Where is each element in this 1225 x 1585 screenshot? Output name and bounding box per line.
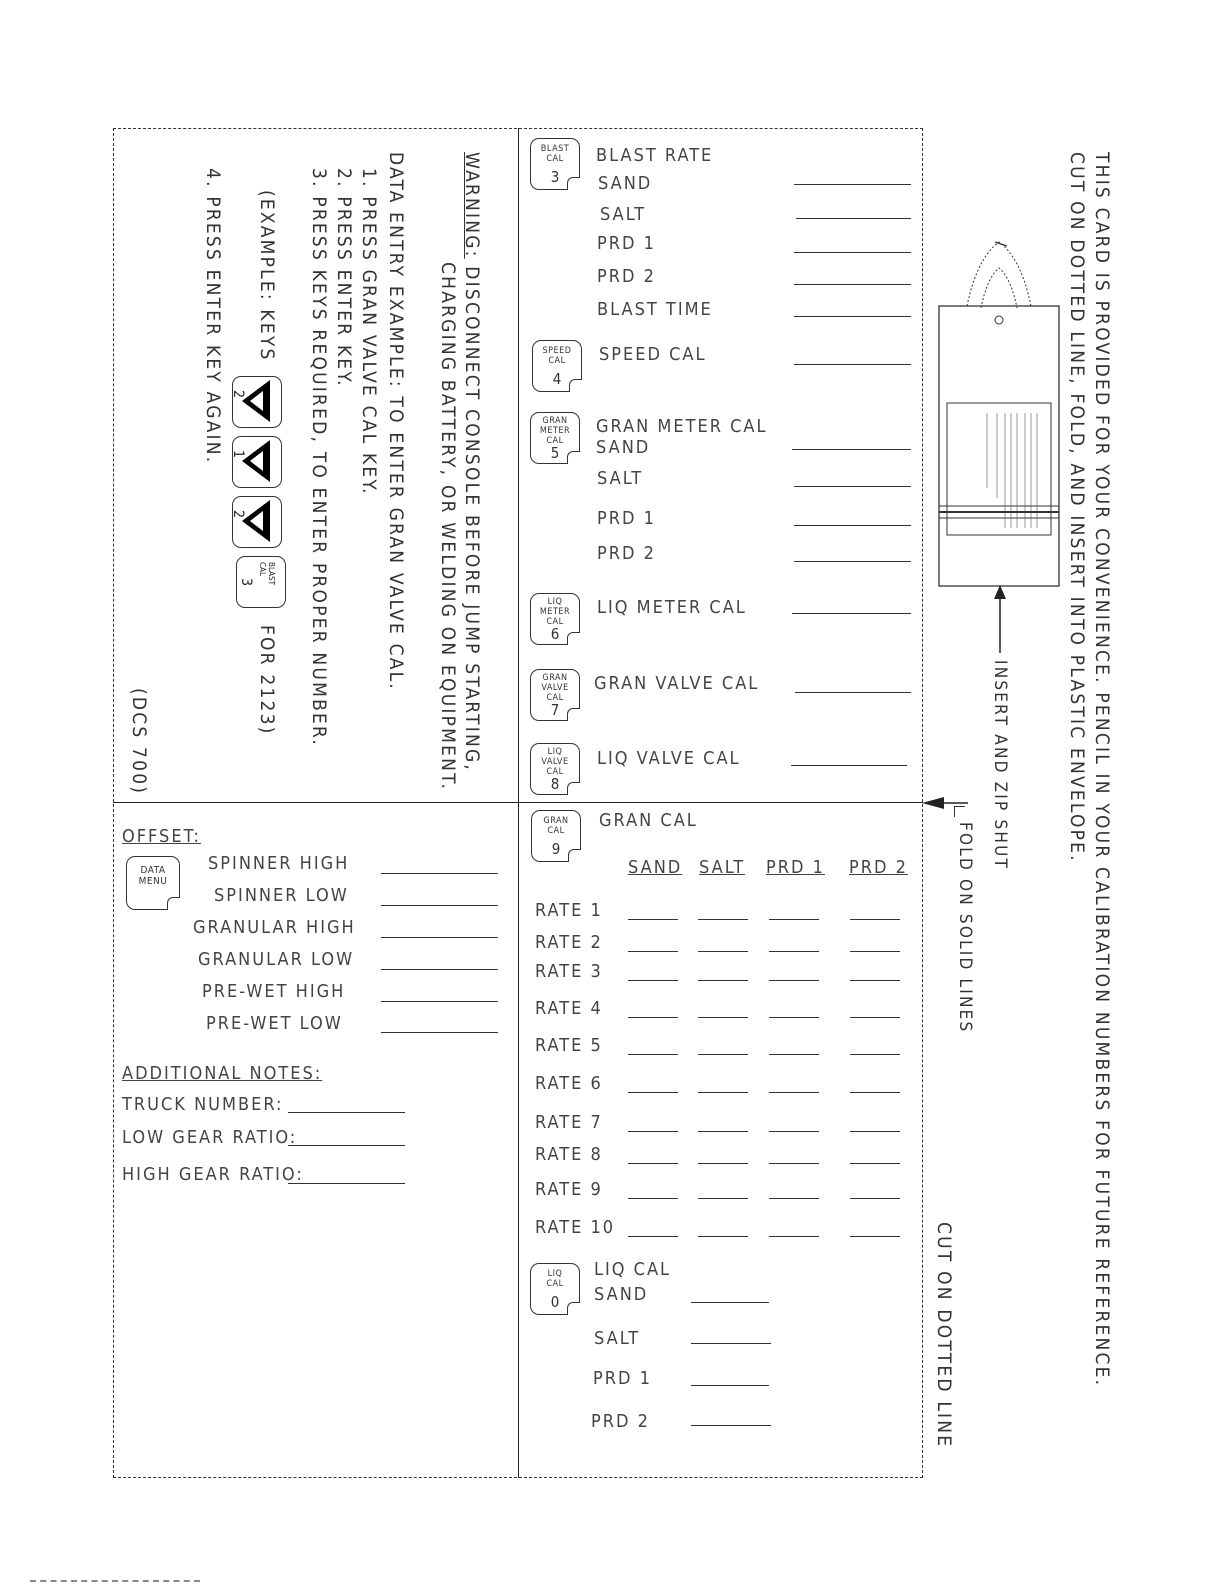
example-key-digit: 2 — [230, 389, 247, 399]
liq-cal-prd2-field[interactable] — [691, 1425, 771, 1426]
gran-rate-field[interactable] — [850, 980, 900, 981]
liq-meter-cal-field[interactable] — [792, 613, 911, 614]
gran-rate-label: RATE 5 — [535, 1035, 603, 1056]
offset-spinner-high-field[interactable] — [381, 873, 498, 874]
gran-cal-title: GRAN CAL — [599, 810, 698, 831]
speed-cal-field[interactable] — [794, 364, 911, 365]
key-label: LIQ METER CAL — [539, 597, 571, 627]
key-number: 3 — [550, 168, 560, 186]
offset-spinner-low-label: SPINNER LOW — [214, 885, 349, 906]
gran-rate-field[interactable] — [769, 1017, 819, 1018]
gran-rate-label: RATE 10 — [535, 1217, 616, 1238]
key-label: GRAN CAL — [543, 816, 569, 836]
blast-prd2-field[interactable] — [794, 284, 911, 285]
gran-rate-field[interactable] — [628, 1131, 678, 1132]
example-key-digit: 3 — [238, 577, 255, 587]
example-key-digit: 1 — [230, 449, 247, 459]
gran-rate-field[interactable] — [769, 980, 819, 981]
blast-prd1-field[interactable] — [794, 252, 911, 253]
insert-instruction: INSERT AND ZIP SHUT — [990, 660, 1010, 871]
gran-rate-field[interactable] — [850, 1092, 900, 1093]
key-number: 7 — [550, 701, 560, 719]
enter-arrow-icon — [232, 496, 282, 548]
gran-col-prd2: PRD 2 — [849, 857, 908, 878]
warning-line-1 — [461, 152, 483, 772]
enter-arrow-icon — [232, 436, 282, 488]
gran-meter-cal-key — [530, 412, 580, 464]
liq-cal-prd2-label: PRD 2 — [591, 1411, 650, 1432]
blast-salt-field[interactable] — [796, 218, 911, 219]
offset-spinner-high-label: SPINNER HIGH — [208, 853, 350, 874]
gran-rate-field[interactable] — [850, 1017, 900, 1018]
key-number: 6 — [550, 625, 560, 643]
gran-col-salt: SALT — [699, 857, 746, 878]
gran-rate-field[interactable] — [698, 919, 748, 920]
gran-col-sand: SAND — [628, 857, 683, 878]
fold-bracket — [954, 806, 965, 817]
offset-granular-low-field[interactable] — [381, 969, 498, 970]
liq-cal-salt-field[interactable] — [691, 1343, 771, 1344]
offset-granular-low-label: GRANULAR LOW — [198, 949, 355, 970]
blast-time-field[interactable] — [794, 316, 911, 317]
gran-rate-field[interactable] — [628, 1092, 678, 1093]
blast-prd1-label: PRD 1 — [597, 233, 656, 254]
key-corner — [167, 897, 180, 910]
gran-rate-field[interactable] — [628, 1163, 678, 1164]
liq-meter-cal-label: LIQ METER CAL — [597, 597, 747, 618]
liq-cal-key — [530, 1263, 580, 1315]
gran-rate-field[interactable] — [769, 1236, 819, 1237]
gran-rate-field[interactable] — [698, 1198, 748, 1199]
offset-prewet-low-label: PRE-WET LOW — [206, 1013, 343, 1034]
gran-rate-field[interactable] — [698, 1017, 748, 1018]
gran-meter-prd2-field[interactable] — [794, 561, 911, 562]
gran-meter-prd1-field[interactable] — [794, 525, 911, 526]
key-number: 5 — [550, 444, 560, 462]
gran-rate-field[interactable] — [850, 919, 900, 920]
fold-line-horizontal — [113, 802, 923, 803]
example-key-label: BLAST CAL — [258, 562, 276, 586]
blast-rate-title: BLAST RATE — [596, 145, 714, 166]
instruction-line-1: THIS CARD IS PROVIDED FOR YOUR CONVENIENCE. PENCIL IN YOUR CALIBRATION NUMBERS FOR FUTURE REFERENCE. — [1091, 152, 1113, 1388]
example-key-2b — [232, 496, 282, 548]
offset-spinner-low-field[interactable] — [381, 905, 498, 906]
gran-rate-field[interactable] — [769, 919, 819, 920]
blast-prd2-label: PRD 2 — [597, 266, 656, 287]
gran-rate-field[interactable] — [628, 1017, 678, 1018]
gran-cal-key — [531, 810, 581, 862]
gran-rate-field[interactable] — [698, 1092, 748, 1093]
liq-cal-sand-label: SAND — [594, 1284, 649, 1305]
envelope-illustration — [937, 238, 1061, 588]
gran-rate-field[interactable] — [698, 1131, 748, 1132]
gran-meter-prd1-label: PRD 1 — [597, 508, 656, 529]
key-corner — [567, 708, 580, 721]
warning-label: WARNING: — [461, 152, 483, 259]
gran-rate-field[interactable] — [698, 1163, 748, 1164]
key-label: LIQ VALVE CAL — [541, 747, 569, 777]
step-2: 2. PRESS ENTER KEY. — [333, 168, 355, 388]
key-corner — [567, 632, 580, 645]
offset-prewet-low-field[interactable] — [381, 1032, 498, 1033]
card-left-cut-line — [113, 128, 114, 1478]
gran-rate-field[interactable] — [769, 1163, 819, 1164]
additional-notes-title: ADDITIONAL NOTES: — [122, 1063, 323, 1084]
gran-valve-cal-key — [530, 669, 580, 721]
envelope-icon — [937, 238, 1061, 588]
blast-time-label: BLAST TIME — [597, 299, 713, 320]
liq-valve-cal-label: LIQ VALVE CAL — [597, 748, 741, 769]
key-number: 0 — [550, 1293, 560, 1311]
data-menu-key — [126, 856, 180, 910]
gran-rate-field[interactable] — [628, 980, 678, 981]
key-label: BLAST CAL — [540, 144, 570, 164]
step-3: 3. PRESS KEYS REQUIRED, TO ENTER PROPER NUMBER. — [308, 168, 330, 748]
truck-number-label: TRUCK NUMBER: — [122, 1094, 284, 1115]
gran-rate-field[interactable] — [698, 1236, 748, 1237]
liq-cal-salt-label: SALT — [594, 1328, 641, 1349]
gran-valve-cal-label: GRAN VALVE CAL — [594, 673, 760, 694]
liq-cal-prd1-label: PRD 1 — [593, 1368, 652, 1389]
example-title: DATA ENTRY EXAMPLE: TO ENTER GRAN VALVE CAL. — [385, 152, 407, 692]
key-corner — [569, 379, 582, 392]
key-number: 9 — [551, 840, 561, 858]
gran-rate-field[interactable] — [628, 951, 678, 952]
gran-meter-salt-label: SALT — [597, 468, 644, 489]
liq-cal-sand-field[interactable] — [691, 1302, 769, 1303]
gran-rate-field[interactable] — [628, 919, 678, 920]
model-label: (DCS 700) — [128, 688, 150, 796]
example-key-1 — [232, 436, 282, 488]
enter-arrow-icon — [232, 376, 282, 428]
key-number: 4 — [552, 370, 562, 388]
blast-sand-field[interactable] — [794, 184, 911, 185]
scan-edge-marks — [30, 1580, 200, 1585]
key-label: GRAN VALVE CAL — [541, 673, 569, 703]
blast-sand-label: SAND — [598, 173, 653, 194]
key-corner — [567, 782, 580, 795]
key-corner — [568, 849, 581, 862]
insert-arrow-icon — [990, 585, 1010, 655]
gran-meter-salt-field[interactable] — [794, 486, 911, 487]
gran-rate-label: RATE 1 — [535, 900, 603, 921]
liq-valve-cal-key — [530, 743, 580, 795]
speed-cal-label: SPEED CAL — [599, 344, 707, 365]
gran-meter-sand-field[interactable] — [792, 449, 911, 450]
gran-meter-prd2-label: PRD 2 — [597, 543, 656, 564]
offset-granular-high-field[interactable] — [381, 937, 498, 938]
key-corner — [567, 1302, 580, 1315]
gran-col-prd1: PRD 1 — [766, 857, 825, 878]
gran-rate-label: RATE 9 — [535, 1179, 603, 1200]
fold-instruction: FOLD ON SOLID LINES — [955, 822, 975, 1034]
key-corner — [567, 177, 580, 190]
gran-rate-label: RATE 2 — [535, 932, 603, 953]
key-label: DATA MENU — [138, 865, 168, 887]
offset-title: OFFSET: — [122, 826, 201, 847]
gran-rate-field[interactable] — [628, 1198, 678, 1199]
gran-rate-field[interactable] — [769, 1092, 819, 1093]
gran-rate-field[interactable] — [628, 1054, 678, 1055]
gran-meter-sand-label: SAND — [596, 437, 651, 458]
gran-rate-label: RATE 4 — [535, 998, 603, 1019]
key-label: GRAN METER CAL — [539, 416, 571, 446]
gran-rate-field[interactable] — [850, 1131, 900, 1132]
blast-cal-key — [530, 138, 580, 190]
gran-rate-field[interactable] — [850, 1236, 900, 1237]
gran-rate-field[interactable] — [850, 1163, 900, 1164]
gran-rate-field[interactable] — [698, 1054, 748, 1055]
gran-meter-title: GRAN METER CAL — [596, 416, 768, 437]
high-gear-ratio-label: HIGH GEAR RATIO: — [122, 1164, 304, 1185]
warning-text-1: DISCONNECT CONSOLE BEFORE JUMP STARTING, — [461, 266, 483, 773]
gran-rate-label: RATE 6 — [535, 1073, 603, 1094]
warning-line-2: CHARGING BATTERY, OR WELDING ON EQUIPMENT. — [437, 262, 459, 792]
offset-prewet-high-label: PRE-WET HIGH — [202, 981, 346, 1002]
step-4: 4. PRESS ENTER KEY AGAIN. — [202, 168, 224, 465]
gran-rate-field[interactable] — [628, 1236, 678, 1237]
step-1: 1. PRESS GRAN VALVE CAL KEY. — [358, 168, 380, 496]
blast-salt-label: SALT — [600, 204, 647, 225]
example-key-blast-cal — [236, 556, 286, 608]
speed-cal-key — [532, 340, 582, 392]
gran-rate-field[interactable] — [769, 1198, 819, 1199]
example-key-digit: 2 — [230, 509, 247, 519]
high-gear-ratio-field[interactable] — [288, 1183, 405, 1184]
gran-rate-field[interactable] — [698, 951, 748, 952]
liq-valve-cal-field[interactable] — [791, 765, 907, 766]
key-label: LIQ CAL — [546, 1269, 564, 1289]
example-key-2a — [232, 376, 282, 428]
low-gear-ratio-label: LOW GEAR RATIO: — [122, 1127, 298, 1148]
key-label: SPEED CAL — [542, 346, 572, 366]
liq-cal-prd1-field[interactable] — [691, 1385, 769, 1386]
key-number: 8 — [550, 775, 560, 793]
offset-prewet-high-field[interactable] — [381, 1001, 498, 1002]
gran-rate-field[interactable] — [769, 1131, 819, 1132]
gran-rate-label: RATE 3 — [535, 961, 603, 982]
example-prefix: (EXAMPLE: KEYS — [256, 190, 278, 362]
liq-cal-title: LIQ CAL — [594, 1259, 672, 1280]
gran-rate-label: RATE 8 — [535, 1144, 603, 1165]
liq-meter-cal-key — [530, 593, 580, 645]
gran-valve-cal-field[interactable] — [795, 692, 911, 693]
gran-rate-field[interactable] — [698, 980, 748, 981]
gran-rate-field[interactable] — [769, 1054, 819, 1055]
example-suffix: FOR 2123) — [256, 625, 278, 736]
fold-line-vertical — [518, 128, 519, 1478]
gran-rate-field[interactable] — [769, 951, 819, 952]
low-gear-ratio-field[interactable] — [288, 1145, 405, 1146]
gran-rate-field[interactable] — [850, 1054, 900, 1055]
gran-rate-label: RATE 7 — [535, 1112, 603, 1133]
gran-rate-field[interactable] — [850, 1198, 900, 1199]
key-corner — [567, 451, 580, 464]
offset-granular-high-label: GRANULAR HIGH — [193, 917, 356, 938]
cut-instruction: CUT ON DOTTED LINE — [933, 1222, 955, 1449]
truck-number-field[interactable] — [288, 1112, 405, 1113]
instruction-line-2: CUT ON DOTTED LINE, FOLD, AND INSERT INTO PLASTIC ENVELOPE. — [1066, 152, 1088, 863]
gran-rate-field[interactable] — [850, 951, 900, 952]
